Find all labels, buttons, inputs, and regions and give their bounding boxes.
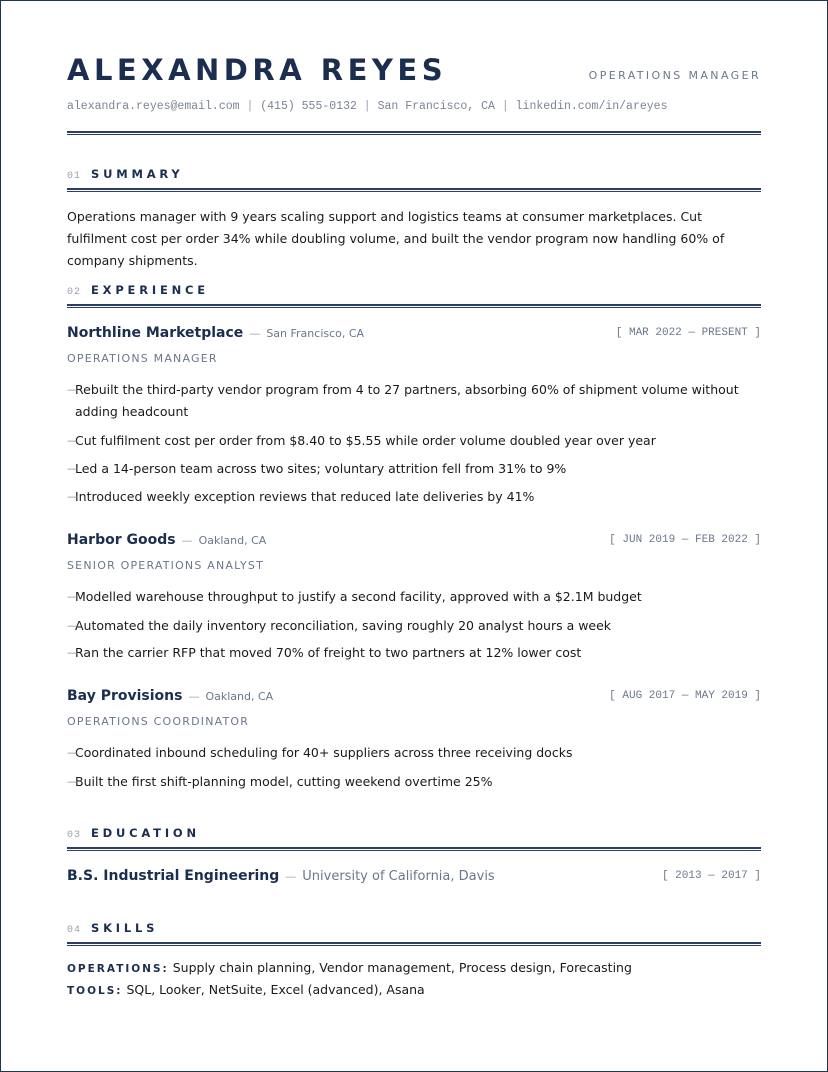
education-entry <box>67 867 761 887</box>
bullet-dash: — <box>67 462 78 475</box>
section-title: SUMMARY <box>91 167 184 181</box>
bullet-dash: — <box>67 490 78 503</box>
bullet-text: Built the first shift-planning model, cutting weekend overtime 25% <box>75 774 493 789</box>
contact-phone: (415) 555-0132 <box>260 100 357 113</box>
bullet-text: Cut fulfilment cost per order from $8.40 to $5.55 while order volume doubled year over year <box>75 433 656 448</box>
candidate-role: OPERATIONS MANAGER <box>588 69 761 82</box>
section-heading-education <box>67 824 200 842</box>
job-location: Oakland, CA <box>205 690 274 703</box>
job-dates: [ JUN 2019 — FEB 2022 ] <box>609 534 761 546</box>
section-heading-summary <box>67 165 184 183</box>
dash-separator: — <box>249 327 261 340</box>
candidate-name: ALEXANDRA REYES <box>67 53 448 87</box>
bullet-text: Modelled warehouse throughput to justify a second facility, approved with a $2.1M budget <box>75 589 642 604</box>
bullet-dash: — <box>67 383 78 396</box>
bullet-text: Ran the carrier RFP that moved 70% of freight to two partners at 12% lower cost <box>75 645 582 660</box>
section-number: 04 <box>67 925 82 936</box>
skill-value: Supply chain planning, Vendor management, Process design, Forecasting <box>172 960 632 975</box>
contact-separator: | <box>501 100 509 113</box>
contact-separator: | <box>363 100 371 113</box>
bullet-dash: — <box>67 775 78 788</box>
section-heading-skills <box>67 919 158 937</box>
job-header <box>67 531 761 551</box>
section-number: 02 <box>67 287 82 298</box>
bullet-dash: — <box>67 646 78 659</box>
summary-text: Operations manager with 9 years scaling support and logistics teams at consumer marketplaces. Cut fulfilment cost per order 34% while doubling volume, and built the vendor program now handling 60% of company shipments. <box>67 209 725 268</box>
skill-label: TOOLS: <box>67 985 123 997</box>
bullet-dash: — <box>67 619 78 632</box>
contact-email[interactable]: alexandra.reyes@email.com <box>67 100 240 113</box>
contact-linkedin[interactable]: linkedin.com/in/areyes <box>515 100 668 113</box>
job-dates: [ MAR 2022 — PRESENT ] <box>615 327 761 339</box>
job-title: OPERATIONS MANAGER <box>67 352 218 365</box>
resume-content <box>67 1 761 1071</box>
job-location: San Francisco, CA <box>266 327 365 340</box>
bullet-text: Led a 14-person team across two sites; voluntary attrition fell from 31% to 9% <box>75 461 567 476</box>
job-header <box>67 324 761 344</box>
section-rule <box>67 188 761 192</box>
bullet-dash: — <box>67 590 78 603</box>
contact-line <box>67 100 667 113</box>
job-title: SENIOR OPERATIONS ANALYST <box>67 559 265 572</box>
education-dates: [ 2013 — 2017 ] <box>661 870 761 882</box>
job-title: OPERATIONS COORDINATOR <box>67 715 250 728</box>
bullet-text: Introduced weekly exception reviews that reduced late deliveries by 41% <box>75 489 535 504</box>
section-title: SKILLS <box>91 921 159 935</box>
job-bullet <box>67 586 761 608</box>
job-company: Harbor Goods <box>67 532 176 548</box>
job-company: Northline Marketplace <box>67 325 244 341</box>
section-rule <box>67 304 761 308</box>
job-bullet <box>67 379 761 423</box>
header-rule <box>67 131 761 135</box>
job-bullet <box>67 615 761 637</box>
bullet-text: Automated the daily inventory reconciliation, saving roughly 20 analyst hours a week <box>75 618 612 633</box>
skill-label: OPERATIONS: <box>67 963 169 975</box>
job-bullet <box>67 458 761 480</box>
bullet-text: Coordinated inbound scheduling for 40+ suppliers across three receiving docks <box>75 745 573 760</box>
job-bullet <box>67 742 761 764</box>
bullet-text: Rebuilt the third-party vendor program from 4 to 27 partners, absorbing 60% of shipment volume without adding headcount <box>75 382 739 419</box>
job-bullet <box>67 430 761 452</box>
job-company: Bay Provisions <box>67 688 183 704</box>
section-title: EXPERIENCE <box>91 283 209 297</box>
contact-separator: | <box>246 100 254 113</box>
section-heading-experience <box>67 281 209 299</box>
skill-row <box>67 960 761 975</box>
section-title: EDUCATION <box>91 826 200 840</box>
job-bullet <box>67 771 761 793</box>
section-number: 03 <box>67 830 82 841</box>
skill-value: SQL, Looker, NetSuite, Excel (advanced), Asana <box>126 982 425 997</box>
dash-separator: — <box>188 690 200 703</box>
bullet-dash: — <box>67 746 78 759</box>
job-location: Oakland, CA <box>198 534 267 547</box>
job-header <box>67 687 761 707</box>
bullet-dash: — <box>67 434 78 447</box>
skill-row <box>67 982 761 997</box>
contact-location: San Francisco, CA <box>377 100 495 113</box>
job-dates: [ AUG 2017 — MAY 2019 ] <box>609 690 761 702</box>
job-bullet <box>67 642 761 664</box>
education-degree: B.S. Industrial Engineering <box>67 868 280 884</box>
job-bullet <box>67 486 761 508</box>
dash-separator: — <box>181 534 193 547</box>
section-number: 01 <box>67 171 82 182</box>
section-rule <box>67 847 761 851</box>
education-school: University of California, Davis <box>302 869 495 884</box>
section-rule <box>67 942 761 946</box>
dash-separator: — <box>285 870 297 883</box>
